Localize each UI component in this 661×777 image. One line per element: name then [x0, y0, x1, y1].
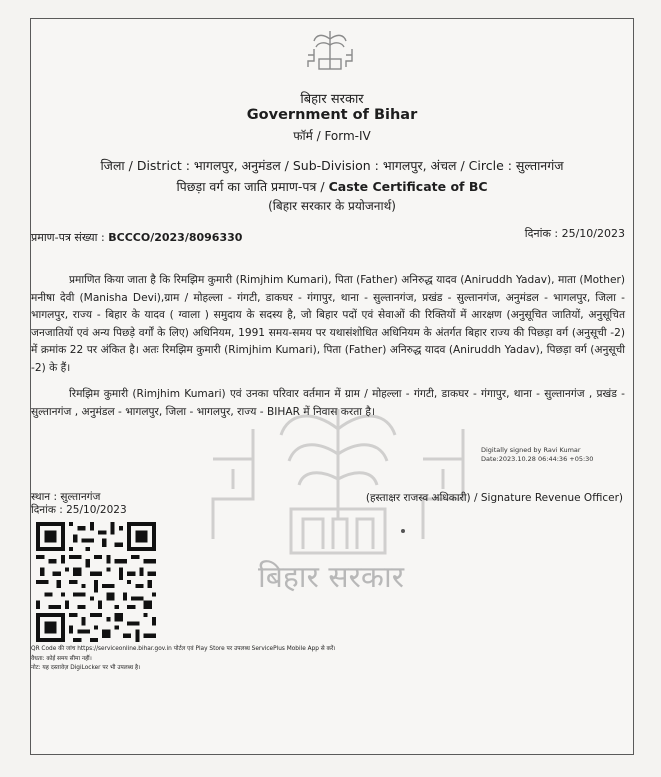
footer-date-value: 25/10/2023	[66, 504, 127, 516]
paragraph-2-text: रिमझिम कुमारी (Rimjhim Kumari) एवं उनका परिवार वर्तमान में ग्राम / मोहल्ला - गंगटी, डाकघर - गंगापुर, थाना - सुल्तानगंज , प्रखंड - सुल्तानगंज , अनुमंडल - भागलपुर, जिला - भागलपुर, राज्य - BIHAR में निवास करता है।	[31, 388, 625, 418]
place	[31, 490, 100, 504]
paragraph-1-text: प्रमाणित किया जाता है कि रिमझिम कुमारी (Rimjhim Kumari), पिता (Father) अनिरुद्ध यादव (Aniruddh Yadav), माता (Mother) मनीषा देवी (Manisha Devi),ग्राम / मोहल्ला - गंगटी, डाकघर - गंगापुर, थाना - सुल्तानगंज, प्रखंड - सुल्तानगंज, अनुमंडल - भागलपुर, जिला - भागलपुर, राज्य - बिहार के यादव ( ग्वाला ) समुदाय के सदस्य है, जो बिहार पदों एवं सेवाओं की रिक्तियों में आरक्षण (अनुसूचित जातियों, अनुसूचित जनजातियों एवं अन्य पिछड़े वर्गों के लिए) अधिनियम, 1991 समय-समय पर यथासंशोधित अधिनियम के अंतर्गत बिहार राज्य की पिछड़ा वर्ग (अनुसूची -2) में क्रमांक 22 पर अंकित है। अतः रिमझिम कुमारी (Rimjhim Kumari), पिता (Father) अनिरुद्ध यादव (Aniruddh Yadav), पिछड़ा वर्ग (अनुसूची -2) के हैं।	[31, 274, 625, 374]
signature-revenue-officer: (हस्ताक्षर राजस्व अधिकारी) / Signature Revenue Officer)	[365, 492, 623, 504]
district-line: जिला / District : भागलपुर, अनुमंडल / Sub-Division : भागलपुर, अंचल / Circle : सुल्तानगंज	[100, 158, 564, 173]
page-title: Government of Bihar	[246, 107, 418, 123]
certificate-number	[31, 230, 242, 245]
stamp-dot	[401, 529, 405, 533]
digital-signature-line-2: Date:2023.10.28 06:44:36 +05:30	[481, 455, 594, 463]
notes-line-1: QR Code की जांच https://serviceonline.bihar.gov.in पोर्टल एवं Play Store पर उपलब्ध ServicePlus Mobile App से करें।	[31, 646, 336, 652]
certificate-date-value: 25/10/2023	[561, 227, 625, 240]
state-name-hindi: बिहार सरकार	[300, 92, 364, 107]
notes-line-2: वैधता: कोई समय सीमा नहीं।	[31, 655, 92, 662]
certificate-title-hindi: पिछड़ा वर्ग का जाति प्रमाण-पत्र /	[176, 179, 325, 194]
bihar-emblem-icon	[302, 25, 358, 81]
notes-line-3: नोट: यह दस्तावेज़ DigiLocker पर भी उपलब्ध है।	[31, 665, 141, 671]
footer-date-label: दिनांक :	[31, 504, 63, 516]
certificate-page	[30, 18, 634, 755]
certificate-number-value: BCCCO/2023/8096330	[108, 231, 243, 244]
watermark-text: बिहार सरकार	[257, 560, 405, 595]
digital-signature-line-1: Digitally signed by Ravi Kumar	[481, 446, 581, 454]
place-label: स्थान :	[31, 491, 58, 503]
certificate-title	[31, 178, 633, 195]
certificate-body-paragraph-2	[31, 386, 625, 421]
qr-code-icon	[36, 522, 156, 642]
certificate-title-english: Caste Certificate of BC	[328, 179, 488, 194]
certificate-number-label: प्रमाण-पत्र संख्या :	[31, 231, 105, 244]
place-value: सुल्तानगंज	[60, 491, 101, 503]
certificate-body-paragraph-1	[31, 272, 625, 377]
digital-signature	[481, 446, 593, 464]
footer-date	[31, 503, 127, 517]
purpose-line: (बिहार सरकार के प्रयोजनार्थ)	[268, 199, 396, 213]
certificate-date-label: दिनांक :	[524, 227, 559, 240]
form-number: फॉर्म / Form-IV	[293, 129, 371, 143]
footer-notes	[31, 645, 336, 674]
certificate-date	[525, 226, 625, 241]
